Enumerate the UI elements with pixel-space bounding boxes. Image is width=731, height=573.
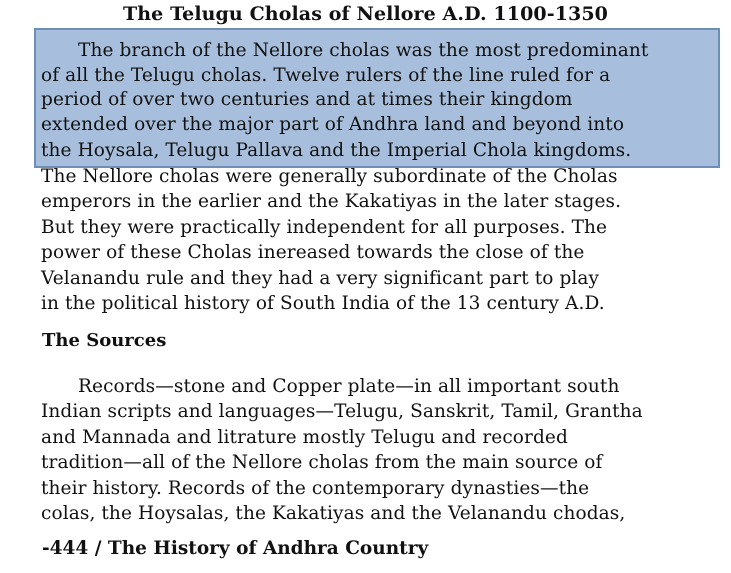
- text-line: Indian scripts and languages—Telugu, Sanskrit, Tamil, Grantha: [41, 401, 643, 422]
- text-line: The Nellore cholas were generally subordinate of the Cholas: [41, 166, 618, 187]
- page-title: The Telugu Cholas of Nellore A.D. 1100-1350: [123, 3, 608, 25]
- page-footer: -444 / The History of Andhra Country: [42, 538, 429, 559]
- text-line: emperors in the earlier and the Kakatiyas in the later stages.: [41, 191, 622, 212]
- section-heading: The Sources: [42, 330, 167, 351]
- text-line: in the political history of South India of the 13 century A.D.: [41, 293, 605, 314]
- text-line: the Hoysala, Telugu Pallava and the Imperial Chola kingdoms.: [41, 140, 632, 161]
- text-line: their history. Records of the contemporary dynasties—the: [41, 478, 590, 499]
- text-line: of all the Telugu cholas. Twelve rulers of the line ruled for a: [41, 65, 611, 86]
- text-line: period of over two centuries and at times their kingdom: [41, 89, 573, 110]
- text-line: But they were practically independent for all purposes. The: [41, 217, 608, 238]
- text-line: Velanandu rule and they had a very significant part to play: [41, 268, 600, 289]
- text-line: extended over the major part of Andhra land and beyond into: [41, 114, 625, 135]
- text-line: Records—stone and Copper plate—in all important south: [78, 376, 620, 397]
- text-line: colas, the Hoysalas, the Kakatiyas and the Velanandu chodas,: [41, 503, 626, 524]
- text-line: and Mannada and litrature mostly Telugu and recorded: [41, 427, 568, 448]
- text-line: tradition—all of the Nellore cholas from the main source of: [41, 452, 603, 473]
- text-line: power of these Cholas inereased towards the close of the: [41, 242, 585, 263]
- text-line: The branch of the Nellore cholas was the most predominant: [78, 40, 649, 61]
